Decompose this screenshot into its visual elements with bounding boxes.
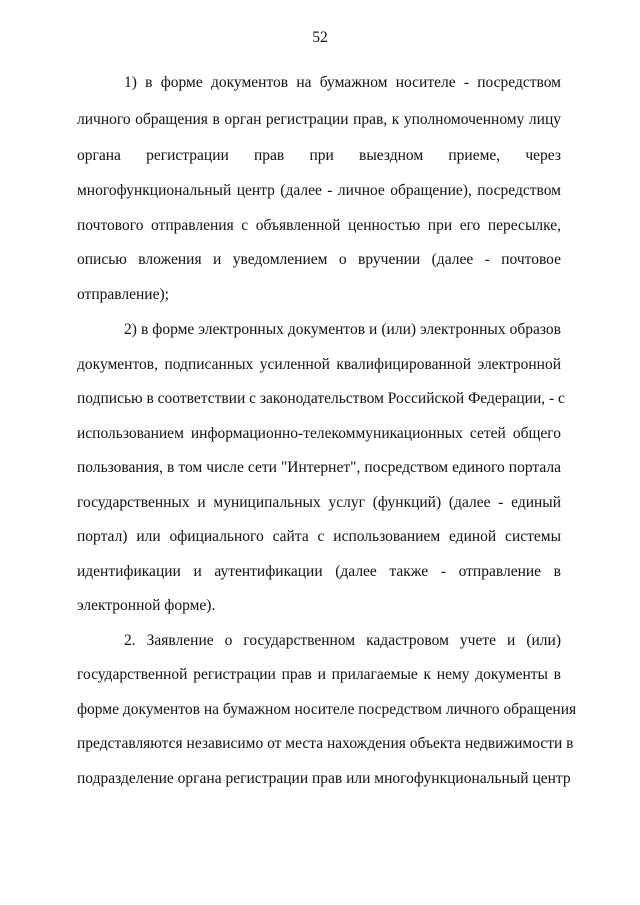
text-line: отправление); <box>77 286 169 303</box>
text-line: 2. Заявление о государственном кадастровом учете и (или) <box>124 632 561 649</box>
text-line: государственной регистрации прав и прилагаемые к нему документы в <box>77 666 561 683</box>
text-line: использованием информационно-телекоммуникационных сетей общего <box>77 425 561 442</box>
text-line: 2) в форме электронных документов и (или) электронных образов <box>124 321 561 338</box>
text-line: представляются независимо от места нахождения объекта недвижимости в <box>77 735 574 752</box>
text-line: описью вложения и уведомлением о вручении (далее - почтовое <box>77 251 561 268</box>
text-line: документов, подписанных усиленной квалифицированной электронной <box>77 356 561 373</box>
text-line: почтового отправления с объявленной ценностью при его пересылке, <box>77 217 561 234</box>
text-line: портал) или официального сайта с использованием единой системы <box>77 528 561 545</box>
text-line: органа регистрации прав при выездном приеме, через <box>77 147 561 164</box>
text-line: подписью в соответствии с законодательством Российской Федерации, - с <box>77 390 565 407</box>
text-line: многофункциональный центр (далее - личное обращение), посредством <box>77 182 561 199</box>
text-line: форме документов на бумажном носителе посредством личного обращения <box>77 701 577 718</box>
text-line: идентификации и аутентификации (далее также - отправление в <box>77 563 561 580</box>
text-line: 1) в форме документов на бумажном носителе - посредством <box>124 74 561 91</box>
text-line: электронной форме). <box>77 597 216 614</box>
page-number: 52 <box>312 29 328 46</box>
text-line: подразделение органа регистрации прав или многофункциональный центр <box>77 770 571 787</box>
text-line: пользования, в том числе сети "Интернет", посредством единого портала <box>77 459 561 476</box>
text-line: государственных и муниципальных услуг (функций) (далее - единый <box>77 494 561 511</box>
text-line: личного обращения в орган регистрации прав, к уполномоченному лицу <box>77 111 561 128</box>
